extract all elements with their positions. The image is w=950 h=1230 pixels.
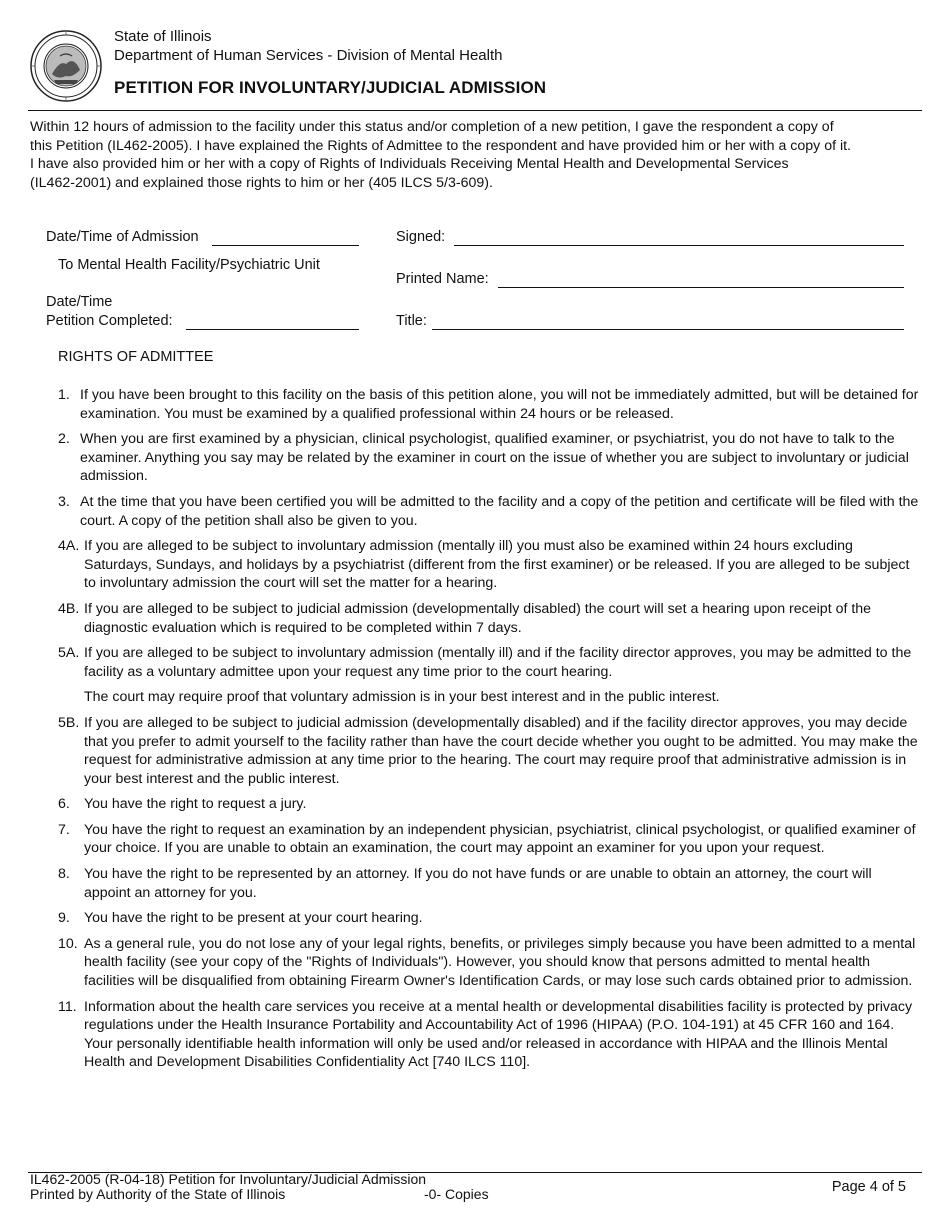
rights-item-text: If you are alleged to be subject to judicial admission (developmentally disabled) and if the facility director approves, you may decide that you prefer to admit yourself to the facility rather than have the court decide whether you ought to be admitted. You may make the request for administrative admission at any time prior to the hearing. The court may require proof that administrative admission is in your best interest and the public interest. xyxy=(84,714,918,787)
intro-line: Within 12 hours of admission to the facility under this status and/or completion of a new petition, I gave the respondent a copy of xyxy=(30,119,834,135)
form-title: PETITION FOR INVOLUNTARY/JUDICIAL ADMISSION xyxy=(114,78,547,97)
rights-item-text: When you are first examined by a physician, clinical psychologist, qualified examiner, or psychiatrist, you do not have to talk to the examiner. Anything you say may be related by the examiner in court on the issue of whether you are subject to involuntary or judicial admission. xyxy=(80,431,909,485)
rights-item xyxy=(58,795,920,814)
rights-item xyxy=(58,909,920,928)
rights-item-text: You have the right to request a jury. xyxy=(84,796,307,813)
header-divider xyxy=(28,110,922,111)
department-name: Department of Human Services - Division of Mental Health xyxy=(114,47,503,64)
rights-item-number: 7. xyxy=(58,821,70,838)
rights-item-number: 8. xyxy=(58,866,70,883)
rights-item xyxy=(58,865,920,902)
rights-item-text: If you are alleged to be subject to involuntary admission (mentally ill) you must also be examined within 24 hours excluding Saturdays, Sundays, and holidays by a psychiatrist (different from the first examiner) or be released. If you are alleged to be subject to involuntary admission the court will set the matter for a hearing. xyxy=(84,538,910,592)
rights-item-number: 3. xyxy=(58,493,70,510)
rights-item-number: 10. xyxy=(58,935,78,952)
intro-paragraph xyxy=(30,118,920,192)
rights-item-number: 4B. xyxy=(58,600,80,617)
rights-item xyxy=(58,537,920,593)
signature-field[interactable] xyxy=(454,245,904,246)
rights-item xyxy=(58,714,920,788)
page-number: Page 4 of 5 xyxy=(831,1179,906,1195)
facility-label: To Mental Health Facility/Psychiatric Unit xyxy=(58,257,320,273)
printed-name-label: Printed Name: xyxy=(396,271,489,287)
printed-name-field[interactable] xyxy=(498,287,904,288)
rights-item-text: If you are alleged to be subject to involuntary admission (mentally ill) and if the facility director approves, you may be admitted to the facility as a voluntary admittee upon your request any time prior to the court hearing. xyxy=(84,645,912,680)
rights-item xyxy=(58,935,920,991)
rights-item-text: Information about the health care services you receive at a mental health or developmental disabilities facility is protected by privacy regulations under the Health Insurance Portability and Accountability Act of 1996 (HIPAA) (P.O. 104-191) at 45 CFR 160 and 164. Your personally identifiable health information will only be used and/or released in accordance with HIPAA and the Illinois Mental Health and Development Disabilities Confidentiality Act [740 ILCS 110]. xyxy=(84,998,913,1071)
rights-item xyxy=(58,493,920,530)
rights-item xyxy=(58,386,920,423)
rights-item-text: You have the right to be represented by an attorney. If you do not have funds or are unable to obtain an attorney, the court will appoint an attorney for you. xyxy=(84,866,872,901)
footer-form-id: IL462-2005 (R-04-18) Petition for Involuntary/Judicial Admission xyxy=(30,1171,427,1187)
rights-item-text: If you are alleged to be subject to judicial admission (developmentally disabled) the court will set a hearing upon receipt of the diagnostic evaluation which is required to be completed within 7 days. xyxy=(84,600,872,636)
intro-line: this Petition (IL462-2005). I have explained the Rights of Admittee to the respondent and have provided him or her with a copy of it. xyxy=(30,137,852,154)
intro-line: (IL462-2001) and explained those rights to him or her (405 ILCS 5/3-609). xyxy=(30,174,493,191)
rights-item-number: 9. xyxy=(58,910,70,927)
admission-label: Date/Time of Admission xyxy=(46,229,199,245)
rights-item-text: As a general rule, you do not lose any of your legal rights, benefits, or privileges simply because you have been admitted to a mental health facility (see your copy of the "Rights of Individuals"). However, you should know that persons admitted to mental health facilities will be disqualified from obtaining Firearm Owner's Identification Cards, or may lose such cards obtained prior to admission. xyxy=(84,935,916,990)
rights-item xyxy=(58,600,920,637)
rights-item-number: 4A. xyxy=(58,538,80,555)
rights-item xyxy=(58,430,920,486)
rights-item-number: 11. xyxy=(58,998,77,1015)
rights-item-text: You have the right to request an examination by an independent physician, psychiatrist, clinical psychologist, or qualified examiner of your choice. If you are unable to obtain an examination, the court may appoint an examiner for you upon your request. xyxy=(84,821,916,857)
rights-item-text: You have the right to be present at your court hearing. xyxy=(84,910,423,927)
admission-datetime-field[interactable] xyxy=(212,245,359,246)
rights-item-text: If you have been brought to this facility on the basis of this petition alone, you will not be immediately admitted, but will be detained for examination. You must be examined by a qualified professional within 24 hours or be released. xyxy=(80,387,919,422)
intro-line: I have also provided him or her with a copy of Rights of Individuals Receiving Mental Health and Developmental Services xyxy=(30,156,789,173)
title-field[interactable] xyxy=(432,329,904,330)
footer-printed-by: Printed by Authority of the State of Illinois xyxy=(30,1186,286,1202)
rights-item xyxy=(58,644,920,681)
rights-item-number: 6. xyxy=(58,796,70,813)
state-name: State of Illinois xyxy=(114,28,212,45)
rights-note: The court may require proof that voluntary admission is in your best interest and in the public interest. xyxy=(84,689,720,706)
rights-item xyxy=(58,998,920,1072)
completed-label-line2: Petition Completed: xyxy=(46,313,173,329)
petition-completed-field[interactable] xyxy=(186,329,359,330)
signed-label: Signed: xyxy=(396,229,446,245)
rights-item-number: 5B. xyxy=(58,714,80,731)
rights-item-number: 2. xyxy=(58,431,70,448)
footer-copies: -0- Copies xyxy=(424,1186,489,1202)
title-label: Title: xyxy=(396,313,427,329)
rights-item-number: 5A. xyxy=(58,645,80,662)
rights-item xyxy=(58,821,920,858)
completed-label-line1: Date/Time xyxy=(46,294,113,310)
rights-item-text: At the time that you have been certified you will be admitted to the facility and a copy of the petition and certificate will be filed with the court. A copy of the petition shall also be given to you. xyxy=(80,493,919,529)
rights-heading: RIGHTS OF ADMITTEE xyxy=(58,349,214,365)
rights-item-number: 1. xyxy=(58,387,70,403)
rights-list xyxy=(58,386,920,1079)
state-seal-icon xyxy=(30,30,102,102)
